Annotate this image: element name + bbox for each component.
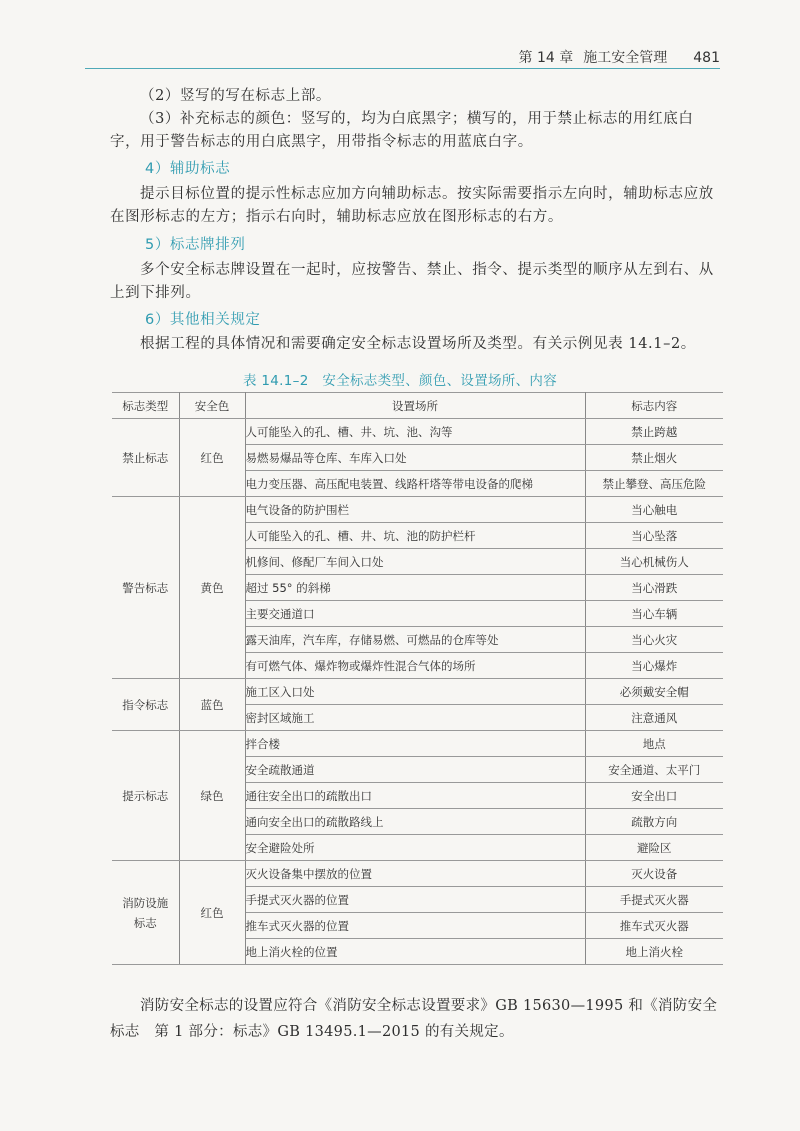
safety-sign-table: [112, 392, 723, 965]
location-cell: 主要交通道口: [245, 601, 585, 627]
paragraph: （3）补充标志的颜色：竖写的，均为白底黑字；横写的，用于禁止标志的用红底白字，用于警告标志的用白底黑字，用带指令标志的用蓝底白字。: [110, 111, 694, 150]
location-cell: 超过 55° 的斜梯: [245, 575, 585, 601]
sign-content-cell: 必须戴安全帽: [585, 679, 723, 705]
table-row: [112, 731, 723, 757]
sign-content-cell: 当心机械伤人: [585, 549, 723, 575]
column-header: 标志类型: [112, 393, 179, 419]
safety-color-cell: 蓝色: [179, 679, 245, 731]
location-cell: 电气设备的防护围栏: [245, 497, 585, 523]
column-header: 设置场所: [245, 393, 585, 419]
safety-color-cell: 红色: [179, 419, 245, 497]
location-cell: 灭火设备集中摆放的位置: [245, 861, 585, 887]
column-header: 安全色: [179, 393, 245, 419]
sign-content-cell: 疏散方向: [585, 809, 723, 835]
location-cell: 通向安全出口的疏散路线上: [245, 809, 585, 835]
running-header: [519, 47, 720, 67]
table-row: [112, 679, 723, 705]
sign-content-cell: 禁止攀登、高压危险: [585, 471, 723, 497]
table-row: [112, 419, 723, 445]
sign-content-cell: 避险区: [585, 835, 723, 861]
location-cell: 有可燃气体、爆炸物或爆炸性混合气体的场所: [245, 653, 585, 679]
column-header: 标志内容: [585, 393, 723, 419]
location-cell: 人可能坠入的孔、槽、井、坑、池的防护栏杆: [245, 523, 585, 549]
location-cell: 密封区域施工: [245, 705, 585, 731]
sign-content-cell: 安全出口: [585, 783, 723, 809]
footer-paragraph: 消防安全标志的设置应符合《消防安全标志设置要求》GB 15630—1995 和《消防安全标志 第 1 部分：标志》GB 13495.1—2015 的有关规定。: [110, 998, 718, 1040]
paragraph: 根据工程的具体情况和需要确定安全标志设置场所及类型。有关示例见表 14.1–2。: [140, 336, 696, 352]
safety-color-cell: 黄色: [179, 497, 245, 679]
sign-content-cell: 当心滑跌: [585, 575, 723, 601]
location-cell: 电力变压器、高压配电装置、线路杆塔等带电设备的爬梯: [245, 471, 585, 497]
sign-content-cell: 当心车辆: [585, 601, 723, 627]
location-cell: 拌合楼: [245, 731, 585, 757]
paragraph: 提示目标位置的提示性标志应加方向辅助标志。按实际需要指示左向时，辅助标志应放在图形标志的左方；指示右向时，辅助标志应放在图形标志的右方。: [110, 186, 714, 225]
sign-content-cell: 地上消火栓: [585, 939, 723, 965]
sign-content-cell: 推车式灭火器: [585, 913, 723, 939]
sign-type-cell: 禁止标志: [112, 419, 179, 497]
paragraph: （2）竖写的写在标志上部。: [140, 88, 332, 104]
safety-color-cell: 绿色: [179, 731, 245, 861]
page-number: 481: [693, 50, 720, 66]
location-cell: 通往安全出口的疏散出口: [245, 783, 585, 809]
location-cell: 推车式灭火器的位置: [245, 913, 585, 939]
sign-content-cell: 注意通风: [585, 705, 723, 731]
header-title: 施工安全管理: [583, 50, 668, 66]
sign-content-cell: 安全通道、太平门: [585, 757, 723, 783]
sign-content-cell: 地点: [585, 731, 723, 757]
section-heading: 4）辅助标志: [145, 161, 231, 177]
location-cell: 机修间、修配厂车间入口处: [245, 549, 585, 575]
location-cell: 施工区入口处: [245, 679, 585, 705]
location-cell: 易燃易爆品等仓库、车库入口处: [245, 445, 585, 471]
table-row: [112, 497, 723, 523]
sign-type-cell: 提示标志: [112, 731, 179, 861]
paragraph: 多个安全标志牌设置在一起时，应按警告、禁止、指令、提示类型的顺序从左到右、从上到下排列。: [110, 262, 714, 301]
location-cell: 人可能坠入的孔、槽、井、坑、池、沟等: [245, 419, 585, 445]
location-cell: 安全疏散通道: [245, 757, 585, 783]
table-header-row: [112, 393, 723, 419]
table-row: [112, 861, 723, 887]
sign-content-cell: 禁止烟火: [585, 445, 723, 471]
sign-content-cell: 禁止跨越: [585, 419, 723, 445]
location-cell: 地上消火栓的位置: [245, 939, 585, 965]
location-cell: 安全避险处所: [245, 835, 585, 861]
sign-content-cell: 当心坠落: [585, 523, 723, 549]
sign-content-cell: 当心爆炸: [585, 653, 723, 679]
header-rule: [85, 68, 720, 69]
sign-type-cell: 指令标志: [112, 679, 179, 731]
header-chapter: 第 14 章: [518, 50, 574, 66]
sign-type-cell: 消防设施标志: [112, 861, 179, 965]
location-cell: 手提式灭火器的位置: [245, 887, 585, 913]
table-body: [112, 419, 723, 965]
sign-content-cell: 手提式灭火器: [585, 887, 723, 913]
sign-content-cell: 当心火灾: [585, 627, 723, 653]
table-caption: 表 14.1–2 安全标志类型、颜色、设置场所、内容: [243, 373, 557, 389]
section-heading: 5）标志牌排列: [145, 237, 246, 253]
location-cell: 露天油库，汽车库，存储易燃、可燃品的仓库等处: [245, 627, 585, 653]
section-heading: 6）其他相关规定: [145, 312, 261, 328]
safety-color-cell: 红色: [179, 861, 245, 965]
sign-content-cell: 灭火设备: [585, 861, 723, 887]
sign-type-cell: 警告标志: [112, 497, 179, 679]
sign-content-cell: 当心触电: [585, 497, 723, 523]
